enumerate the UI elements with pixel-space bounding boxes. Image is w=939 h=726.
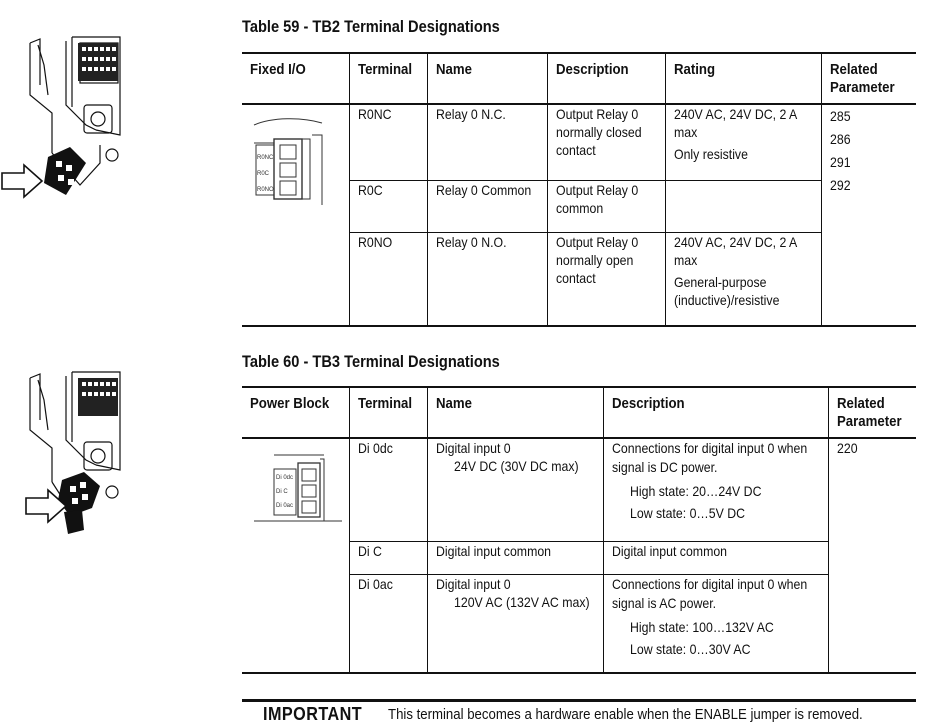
name-dic: Digital input common — [427, 541, 603, 574]
important-divider — [242, 699, 916, 702]
tb2-label-r0c: R0C — [257, 171, 270, 177]
tb3-terminal-image — [242, 438, 349, 673]
drive-illustration-tb3 — [0, 370, 135, 555]
terminal-r0no: R0NO — [349, 232, 427, 326]
desc-dic: Digital input common — [603, 541, 828, 574]
header-related-parameter: Related Parameter — [828, 387, 916, 438]
table59-caption: Table 59 - TB2 Terminal Designations — [242, 17, 500, 36]
header-name: Name — [427, 387, 603, 438]
tb2-connector-icon — [252, 115, 342, 215]
rating-relay0-nc: 240V AC, 24V DC, 2 A max Only resistive — [665, 104, 821, 180]
table60 — [242, 386, 916, 674]
tb2-label-r0no: R0NO — [257, 187, 274, 193]
desc-relay0-nc: Output Relay 0 normally closed contact — [547, 104, 665, 180]
terminal-dic: Di C — [349, 541, 427, 574]
desc-di0ac: Connections for digital input 0 when signal is AC power. High state: 100…132V AC Low state: 0…30V AC — [603, 574, 828, 673]
related-params-259: 285 286 291 292 — [821, 104, 916, 326]
related-param-220: 220 — [828, 438, 916, 673]
terminal-di0ac: Di 0ac — [349, 574, 427, 673]
header-terminal: Terminal — [349, 53, 427, 104]
terminal-r0nc: R0NC — [349, 104, 427, 180]
header-fixed-io: Fixed I/O — [250, 61, 306, 78]
header-related-parameter: Related Parameter — [821, 53, 916, 104]
name-relay0-no: Relay 0 N.O. — [427, 232, 547, 326]
tb3-connector-icon — [252, 449, 342, 529]
rating-relay0-common — [665, 180, 821, 232]
important-text: This terminal becomes a hardware enable when the ENABLE jumper is removed. — [388, 706, 863, 723]
name-di0dc: Digital input 0 24V DC (30V DC max) — [427, 438, 603, 541]
tb3-label-di0ac: Di 0ac — [276, 503, 294, 509]
header-power-block: Power Block — [250, 395, 330, 412]
tb2-label-r0nc: R0NC — [257, 155, 274, 161]
name-relay0-common: Relay 0 Common — [427, 180, 547, 232]
tb3-label-di0dc: Di 0dc — [276, 475, 294, 481]
name-relay0-nc: Relay 0 N.C. — [427, 104, 547, 180]
header-description: Description — [547, 53, 665, 104]
desc-relay0-no: Output Relay 0 normally open contact — [547, 232, 665, 326]
header-rating: Rating — [665, 53, 821, 104]
rating-relay0-no: 240V AC, 24V DC, 2 A max General-purpose (inductive)/resistive — [665, 232, 821, 326]
header-terminal: Terminal — [349, 387, 427, 438]
table59 — [242, 52, 916, 327]
desc-di0dc: Connections for digital input 0 when signal is DC power. High state: 20…24V DC Low state: 0…5V DC — [603, 438, 828, 541]
table-row — [242, 104, 916, 180]
terminal-di0dc: Di 0dc — [349, 438, 427, 541]
header-description: Description — [603, 387, 828, 438]
table-row — [242, 438, 916, 541]
terminal-r0c: R0C — [349, 180, 427, 232]
tb2-terminal-image — [242, 104, 349, 326]
desc-relay0-common: Output Relay 0 common — [547, 180, 665, 232]
table60-caption: Table 60 - TB3 Terminal Designations — [242, 352, 500, 371]
important-label: IMPORTANT — [263, 704, 363, 724]
drive-illustration-tb2 — [0, 35, 135, 205]
header-name: Name — [427, 53, 547, 104]
tb3-label-dic: Di C — [276, 489, 288, 495]
name-di0ac: Digital input 0 120V AC (132V AC max) — [427, 574, 603, 673]
